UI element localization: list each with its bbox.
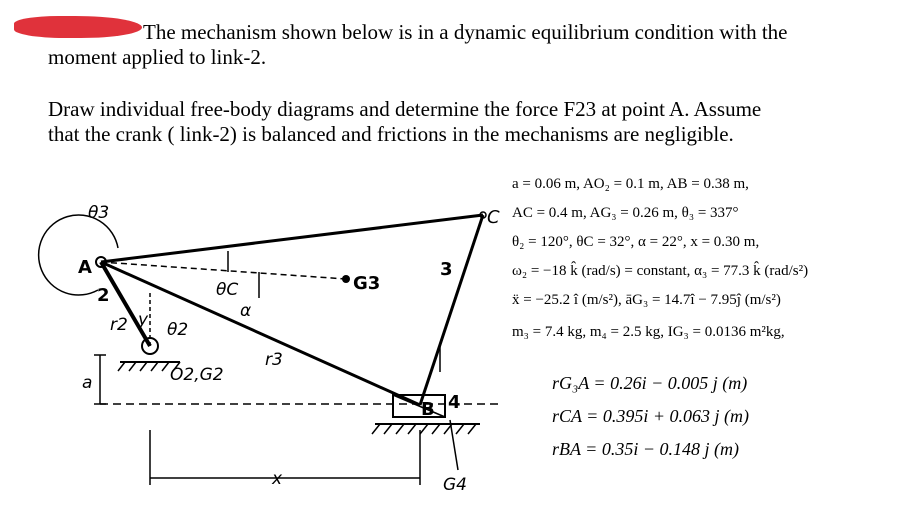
link-CB — [420, 215, 483, 405]
G4-pointer — [450, 420, 458, 470]
label-link-2: 2 — [97, 285, 110, 306]
slider-cross — [393, 395, 445, 417]
label-r2: r2 — [110, 315, 128, 335]
given-line-4: ω₂ = −18 k̂ (rad/s) = constant, α₃ = 77.3 k̂ (rad/s²) — [512, 263, 809, 279]
given-line-5: ẍ = −25.2 î (m/s²), āG₃ = 14.7î − 7.95ĵ (m/s²) — [512, 292, 781, 308]
label-G3: G3 — [353, 273, 381, 294]
ground-hatch — [372, 424, 476, 434]
label-B: B — [421, 399, 435, 420]
label-y: y — [138, 310, 149, 330]
label-link-4: 4 — [448, 392, 461, 413]
given-line-6: m₃ = 7.4 kg, m₄ = 2.5 kg, IG₃ = 0.0136 m²kg, — [512, 324, 785, 340]
problem-line-4: that the crank ( link-2) is balanced and frictions in the mechanisms are negligible. — [48, 122, 734, 146]
vector-rCA: rCA = 0.395i + 0.063 j (m) — [552, 406, 749, 426]
theta3-arc — [39, 215, 118, 295]
label-G4: G4 — [443, 475, 467, 495]
label-thetaC: θC — [216, 280, 239, 300]
label-A: A — [78, 257, 92, 278]
given-line-2: AC = 0.4 m, AG₃ = 0.26 m, θ₃ = 337° — [512, 205, 739, 221]
link-AC — [101, 215, 483, 262]
label-C: C — [487, 207, 500, 228]
given-line-3: θ₂ = 120°, θC = 32°, α = 22°, x = 0.30 m, — [512, 234, 760, 250]
label-O2G2: O2,G2 — [170, 365, 224, 385]
label-link-3: 3 — [440, 259, 453, 280]
dashed-AG3 — [101, 262, 346, 279]
vector-rBA: rBA = 0.35i − 0.148 j (m) — [552, 439, 739, 459]
problem-line-1: The mechanism shown below is in a dynamic equilibrium condition with the — [143, 20, 788, 44]
label-alpha: α — [240, 301, 252, 321]
problem-line-2: moment applied to link-2. — [48, 45, 267, 69]
label-a: a — [82, 373, 93, 393]
vector-rG3A: rG₃A = 0.26i − 0.005 j (m) — [552, 373, 748, 393]
problem-line-3: Draw individual free-body diagrams and determine the force F23 at point A. Assume — [48, 97, 762, 121]
label-r3: r3 — [265, 350, 283, 370]
mass-center-G3 — [342, 275, 350, 283]
given-line-1: a = 0.06 m, AO₂ = 0.1 m, AB = 0.38 m, — [512, 176, 749, 192]
label-x: x — [272, 469, 283, 489]
label-theta2: θ2 — [167, 320, 189, 340]
label-theta3: θ3 — [88, 203, 110, 223]
